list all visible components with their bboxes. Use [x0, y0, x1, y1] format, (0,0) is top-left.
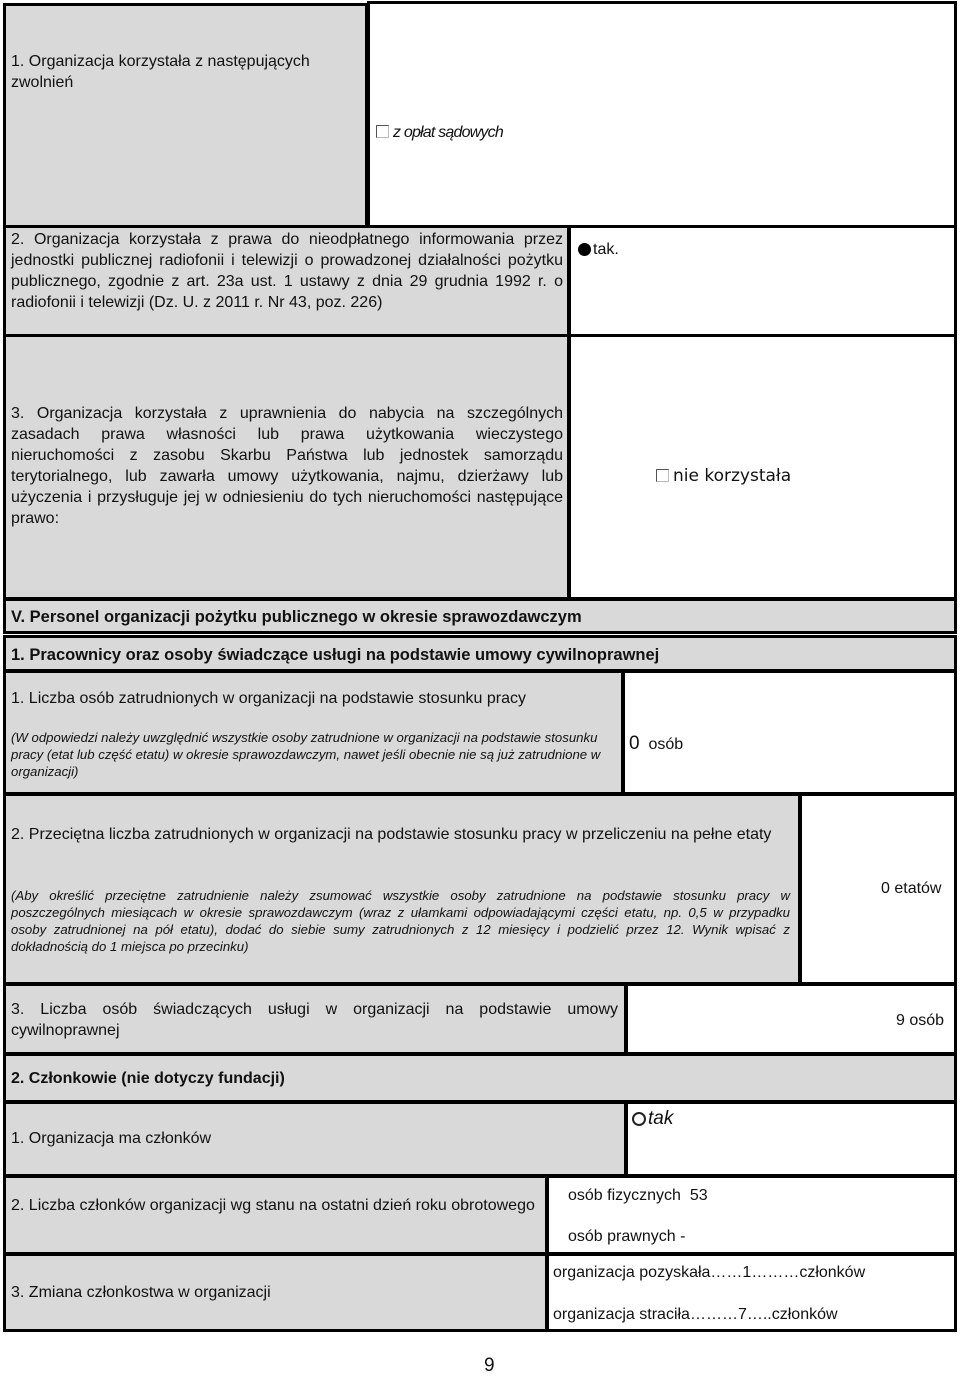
checkbox-icon[interactable]	[656, 469, 669, 482]
v11-answer[interactable]	[629, 733, 683, 755]
v11-unit: osób	[648, 736, 684, 753]
v11-value: 0	[629, 733, 640, 754]
v13-label: 3. Liczba osób świadczących usługi w organizacji na podstawie umowy cywilnoprawnej	[11, 1001, 618, 1039]
radio-icon[interactable]	[632, 1112, 646, 1126]
sub2-title: 2. Członkowie (nie dotyczy fundacji)	[11, 1070, 285, 1087]
checkbox-icon[interactable]	[376, 125, 389, 138]
v23-gained[interactable]: organizacja pozyskała……1………członków	[553, 1264, 866, 1281]
v21-answer[interactable]: tak	[632, 1108, 673, 1129]
v22-legal[interactable]: osób prawnych -	[568, 1228, 686, 1245]
q3-answer[interactable]: nie korzystała	[656, 466, 791, 487]
radio-selected-icon[interactable]	[578, 243, 591, 256]
v12-label: 2. Przeciętna liczba zatrudnionych w organizacji na podstawie stosunku pracy w przeliczeniu na pełne etaty	[11, 826, 772, 843]
section-v-title: V. Personel organizacji pożytku publicznego w okresie sprawozdawczym	[11, 608, 582, 626]
page-number: 9	[484, 1355, 495, 1376]
q2-label: 2. Organizacja korzystała z prawa do nieodpłatnego informowania przez jednostki publicznej radiofonii i telewizji o prowadzonej działalności pożytku publicznego, zgodnie z art. 23a ust. 1 ustawy z dnia 29 grudnia 1992 r. o radiofonii i telewizji (Dz. U. z 2011 r. Nr 43, poz. 226)	[11, 231, 563, 311]
v12-note: (Aby określić przeciętne zatrudnienie należy zsumować wszystkie osoby zatrudnione na podstawie stosunku pracy w poszczególnych miesiącach w okresie sprawozdawczym (wraz z ułamkami odpowiadającymi części etatu, np. 0,5 w przypadku osoby zatrudnionej na pół etatu), dodać do siebie sumy zatrudnionych z 12 miesięcy i podzielić przez 12. Wynik wpisać z dokładnością do 1 miejsca po przecinku)	[11, 888, 790, 954]
v23-lost[interactable]: organizacja straciła………7…..członków	[553, 1306, 838, 1323]
sub1-title: 1. Pracownicy oraz osoby świadczące usługi na podstawie umowy cywilnoprawnej	[11, 646, 660, 664]
v12-value[interactable]: 0 etatów	[881, 880, 942, 897]
v21-label: 1. Organizacja ma członków	[11, 1130, 212, 1147]
q3-label: 3. Organizacja korzystała z uprawnienia do nabycia na szczególnych zasadach prawa własności lub prawa użytkowania wieczystego nieruchomości z zasobu Skarbu Państwa lub jednostek samorządu terytorialnego, lub zawarła umowy użytkowania, najmu, dzierżawy lub użyczenia i przysługuje jej w odniesieniu do tych nieruchomości następujące prawo:	[11, 405, 563, 527]
v23-label: 3. Zmiana członkostwa w organizacji	[11, 1284, 271, 1301]
q2-answer-cell	[568, 225, 957, 337]
v11-note: (W odpowiedzi należy uwzględnić wszystkie osoby zatrudnione w organizacji na podstawie stosunku pracy (etat lub część etatu) w okresie sprawozdawczym, nawet jeśli obecnie nie są już zatrudnione w organizacji)	[11, 730, 601, 779]
v22-physical[interactable]: osób fizycznych 53	[568, 1187, 708, 1204]
q1-label: 1. Organizacja korzystała z następujących zwolnień	[11, 53, 310, 91]
q1-answer-cell	[367, 1, 957, 228]
v11-label: 1. Liczba osób zatrudnionych w organizacji na podstawie stosunku pracy	[11, 690, 526, 707]
q1-option[interactable]: z opłat sądowych	[376, 122, 503, 143]
q2-answer[interactable]: tak.	[578, 239, 619, 260]
v13-value[interactable]: 9 osób	[896, 1012, 945, 1029]
q1-label-cell	[3, 3, 368, 228]
v22-label: 2. Liczba członków organizacji wg stanu na ostatni dzień roku obrotowego	[11, 1197, 535, 1214]
v21-answer-cell	[625, 1101, 957, 1177]
